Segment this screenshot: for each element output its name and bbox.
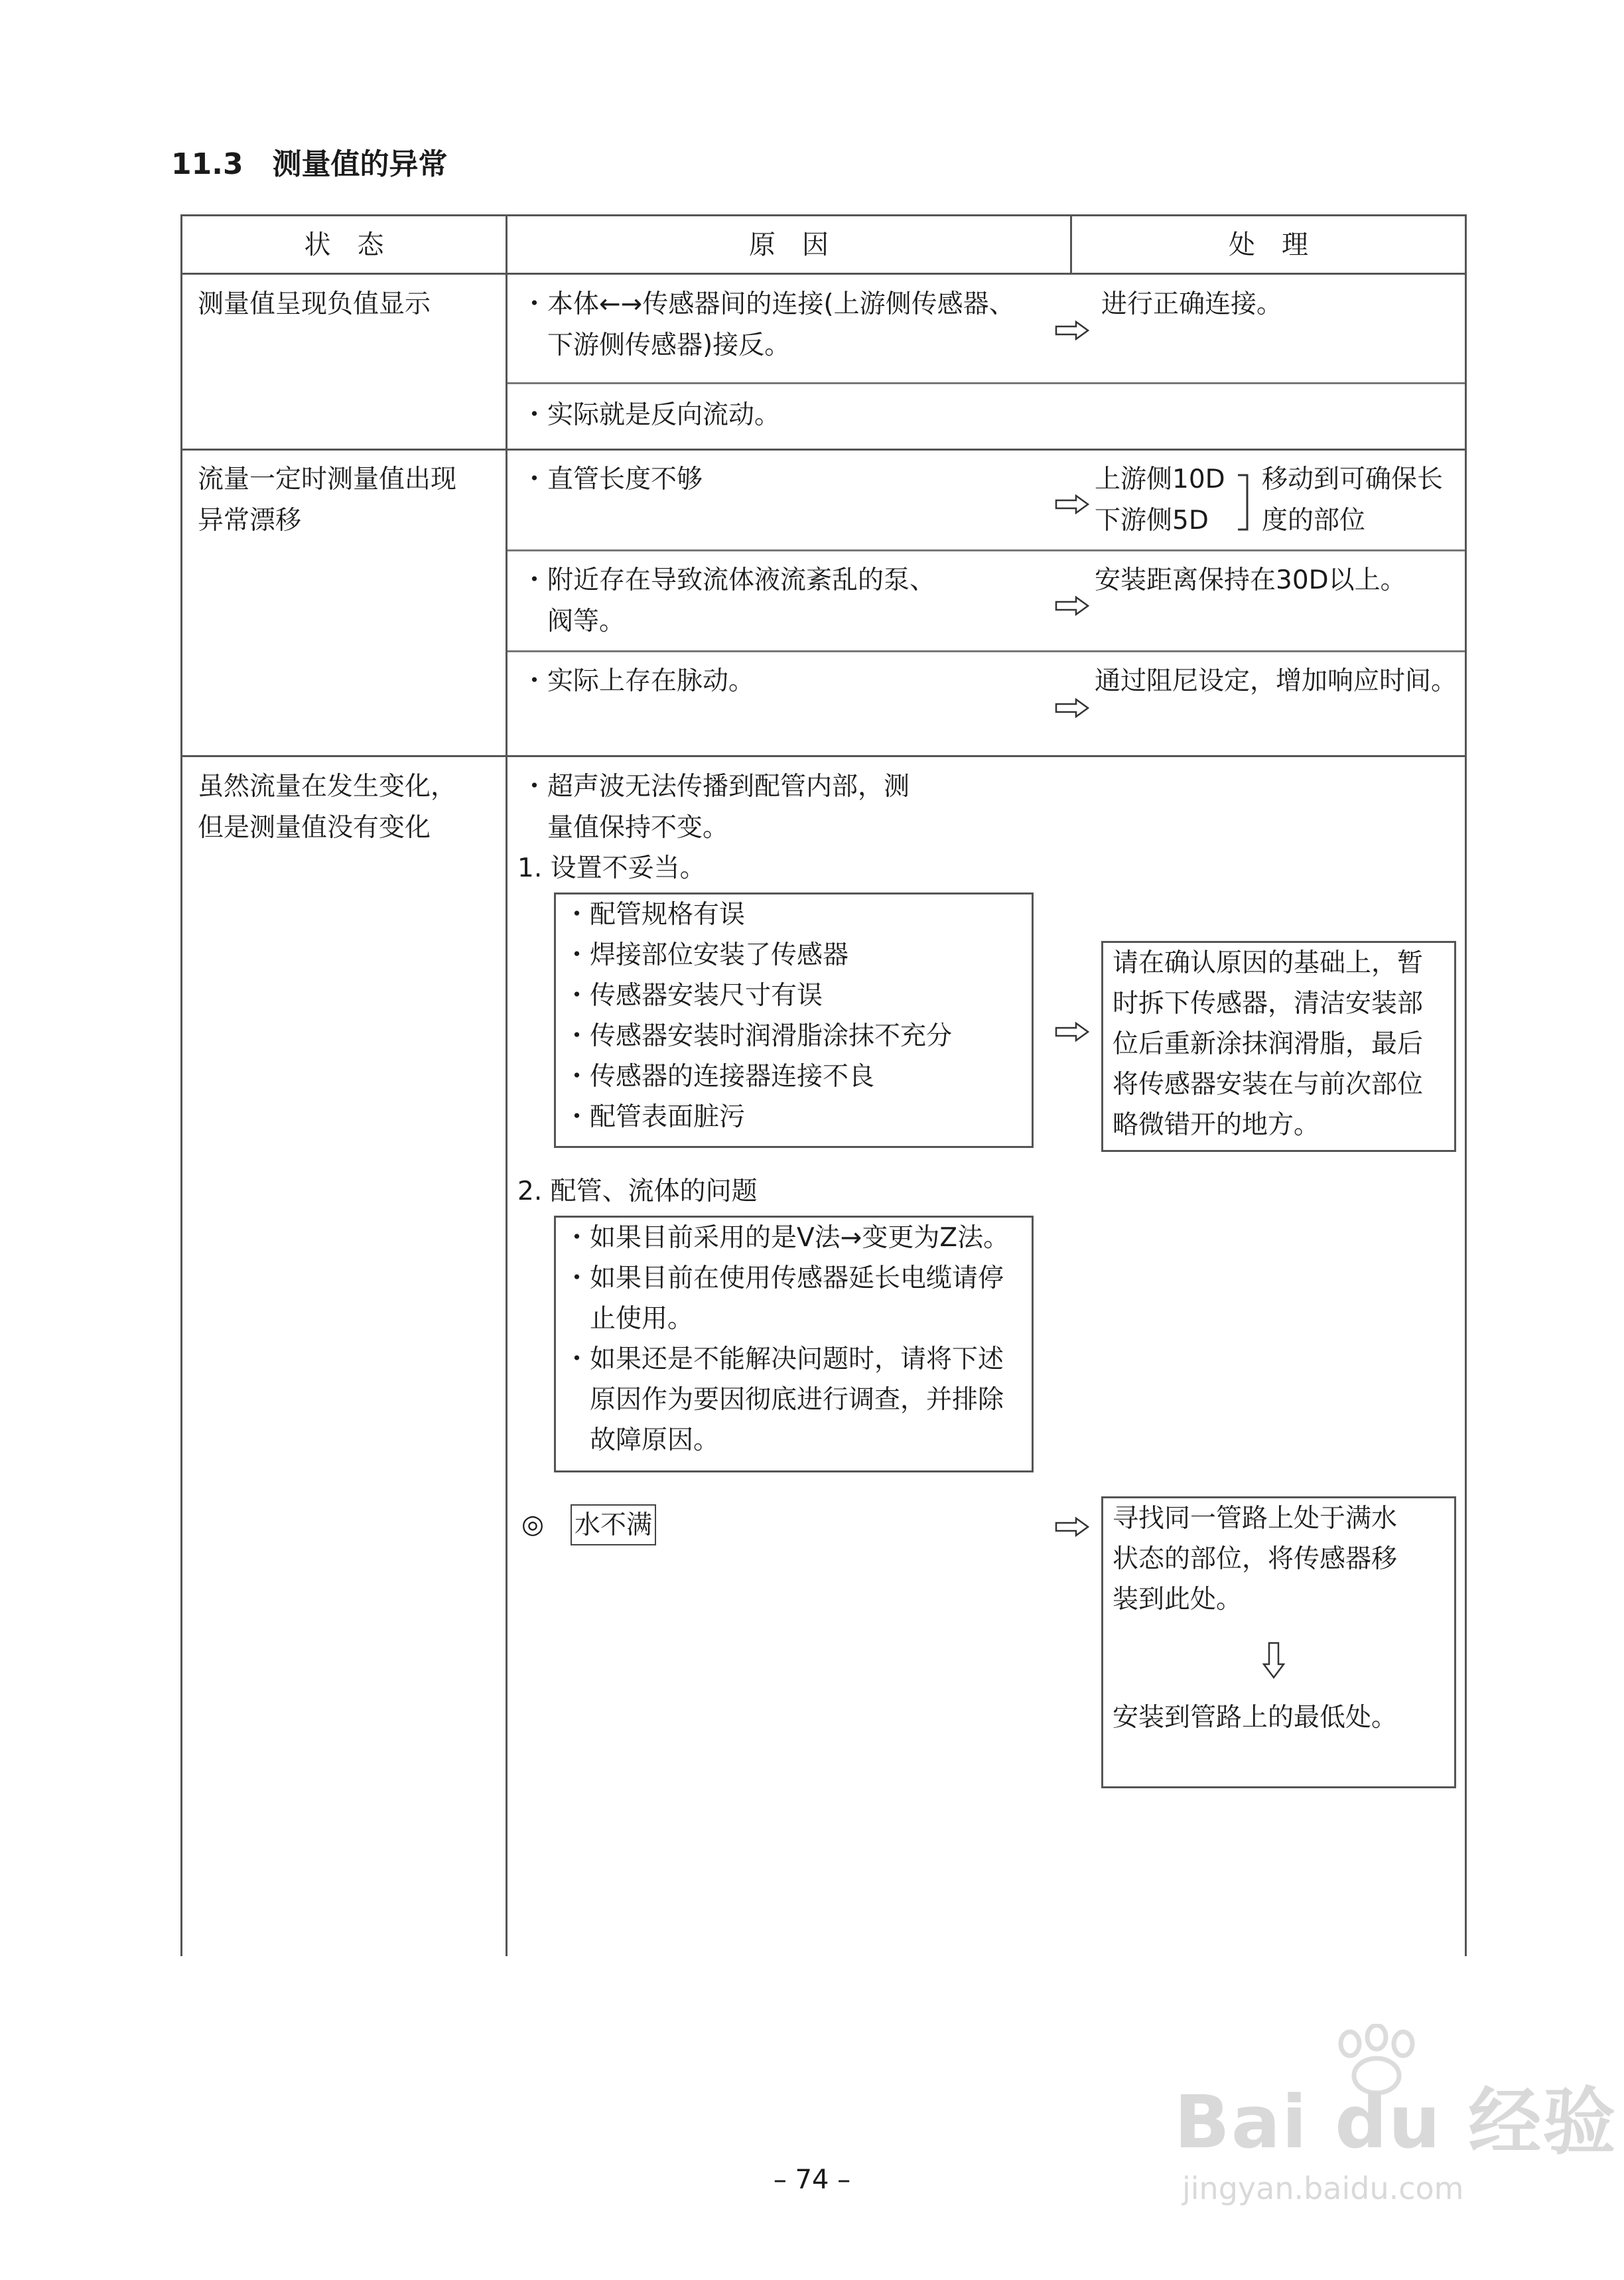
item3-action-final: 安装到管路上的最低处。 (1113, 1703, 1398, 1733)
right-arrow-icon (1055, 596, 1089, 616)
header-action: 处 理 (1229, 230, 1308, 260)
row2-state-line1: 流量一定时测量值出现 (198, 464, 457, 494)
row2-cause3: ・实际上存在脉动。 (521, 666, 755, 696)
row2-action1-tail-line1: 移动到可确保长 (1262, 464, 1444, 494)
state-cause-divider (506, 214, 508, 1956)
item1-cause-line: ・传感器安装时润滑脂涂抹不充分 (564, 1021, 953, 1051)
row1-cause1-line1: ・本体←→传感器间的连接(上游侧传感器、 (521, 289, 1015, 319)
item3-label: 水不满 (571, 1504, 656, 1545)
row2-state-line2: 异常漂移 (198, 506, 302, 535)
item2-cause-box (554, 1216, 1034, 1472)
row3-state-line1: 虽然流量在发生变化， (198, 772, 457, 802)
row2-inner-divider-a (507, 549, 1466, 551)
row2-action1-tail-line2: 度的部位 (1262, 506, 1366, 535)
down-arrow-icon (1262, 1642, 1285, 1679)
row1-cause1-line2: 下游侧传感器)接反。 (521, 330, 791, 360)
row3-intro-line2: 量值保持不变。 (521, 813, 729, 843)
row2-action3: 通过阻尼设定，增加响应时间。 (1095, 666, 1457, 696)
row1-cause2: ・实际就是反向流动。 (521, 400, 781, 430)
right-arrow-icon (1055, 494, 1089, 514)
row3-item1-title: 1. 设置不妥当。 (517, 853, 706, 883)
item1-action-line: 略微错开的地方。 (1113, 1110, 1320, 1140)
right-arrow-icon (1055, 321, 1089, 340)
row2-cause1: ・直管长度不够 (521, 464, 703, 494)
row1-state: 测量值呈现负值显示 (198, 289, 431, 319)
item2-cause-line: ・如果目前在使用传感器延长电缆请停 (564, 1263, 1004, 1293)
item1-cause-line: ・焊接部位安装了传感器 (564, 940, 849, 970)
watermark-brand: Bai du 经验 (1174, 2080, 1617, 2165)
row2-cause2-line2: 阀等。 (521, 606, 626, 636)
row2-cause2-line1: ・附近存在导致流体液流紊乱的泵、 (521, 565, 936, 595)
item3-action-line: 装到此处。 (1113, 1585, 1243, 1614)
right-bracket-icon (1235, 472, 1254, 532)
right-arrow-icon (1055, 1517, 1089, 1537)
item3-action-line: 寻找同一管路上处于满水 (1113, 1504, 1398, 1533)
item2-cause-line: ・如果还是不能解决问题时，请将下述 (564, 1344, 1004, 1374)
row1-inner-divider (507, 382, 1466, 384)
item1-action-line: 请在确认原因的基础上，暂 (1113, 948, 1424, 978)
row3-item2-title: 2. 配管、流体的问题 (517, 1176, 758, 1206)
header-state: 状 态 (304, 230, 384, 260)
row2-bottom-border (180, 755, 1466, 757)
page-number: – 74 – (773, 2165, 851, 2195)
row3-state-line2: 但是测量值没有变化 (198, 813, 431, 843)
row3-intro-line1: ・超声波无法传播到配管内部，测 (521, 772, 910, 802)
item1-action-line: 位后重新涂抹润滑脂，最后 (1113, 1029, 1424, 1059)
right-arrow-icon (1055, 698, 1089, 718)
item3-action-box (1101, 1496, 1456, 1788)
double-circle-bullet: ◎ (521, 1510, 545, 1539)
item2-cause-line: 原因作为要因彻底进行调查，并排除 (564, 1385, 1004, 1415)
item1-cause-line: ・传感器的连接器连接不良 (564, 1062, 875, 1092)
row1-bottom-border (180, 449, 1466, 451)
watermark-url: jingyan.baidu.com (1182, 2171, 1464, 2206)
table-right-border (1465, 214, 1467, 1956)
item2-cause-line: 故障原因。 (564, 1425, 720, 1455)
item1-cause-box (554, 892, 1034, 1148)
table-left-border (180, 214, 182, 1956)
row2-inner-divider-b (507, 650, 1466, 652)
section-title: 11.3 测量值的异常 (171, 147, 448, 181)
right-arrow-icon (1055, 1022, 1089, 1042)
row2-action1-upstream: 上游侧10D (1095, 464, 1225, 494)
item1-cause-line: ・配管表面脏污 (564, 1102, 746, 1132)
item1-cause-line: ・配管规格有误 (564, 900, 746, 930)
row2-action2: 安装距离保持在30D以上。 (1095, 565, 1406, 595)
item1-action-line: 将传感器安装在与前次部位 (1113, 1070, 1424, 1100)
item2-cause-line: 止使用。 (564, 1304, 694, 1334)
row1-action1: 进行正确连接。 (1101, 289, 1283, 319)
item1-cause-line: ・传感器安装尺寸有误 (564, 981, 823, 1011)
item2-cause-line: ・如果目前采用的是V法→变更为Z法。 (564, 1223, 1010, 1253)
header-cause: 原 因 (749, 230, 829, 260)
item1-action-box (1101, 941, 1456, 1152)
row2-action1-downstream: 下游侧5D (1095, 506, 1209, 535)
item1-action-line: 时拆下传感器，清洁安装部 (1113, 989, 1424, 1019)
item3-action-line: 状态的部位，将传感器移 (1113, 1544, 1398, 1574)
